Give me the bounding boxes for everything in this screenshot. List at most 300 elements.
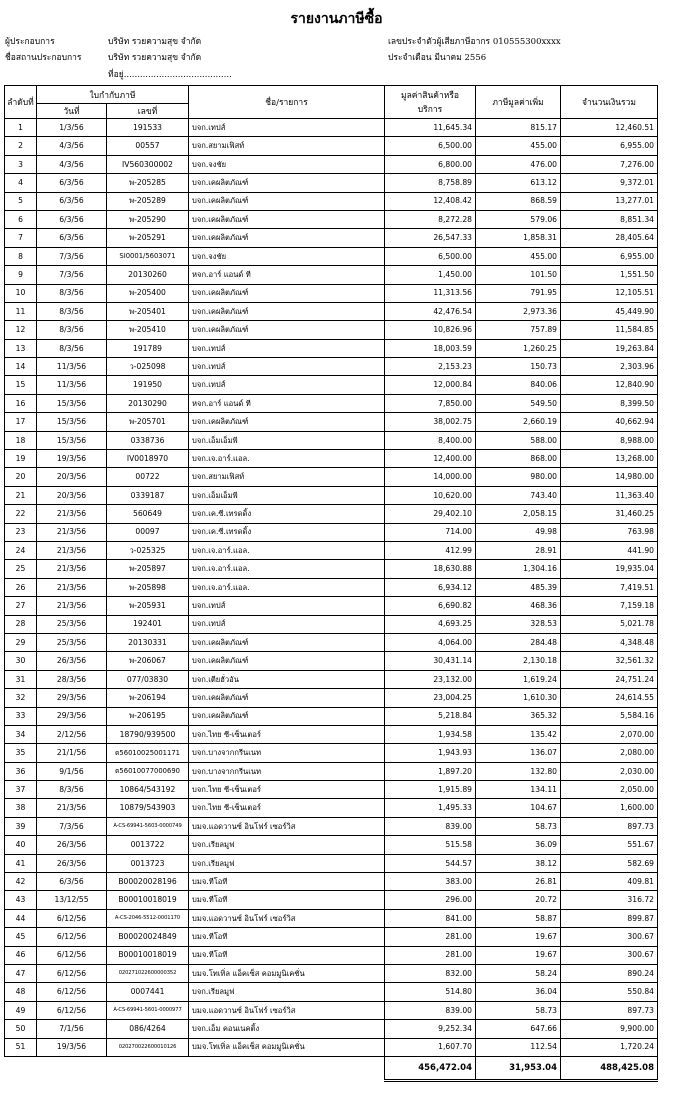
invoice-date: 9/1/56 [37,762,107,780]
invoice-number: 0007441 [107,983,189,1001]
goods-value: 839.00 [385,1001,476,1019]
invoice-date: 21/3/56 [37,541,107,559]
vat-amount: 328.53 [476,615,561,633]
invoice-date: 25/3/56 [37,615,107,633]
supplier-name: บมจ.โทเทิ่ล แอ็คเซ็ส คอมมูนิเคชั่น [189,1038,385,1056]
supplier-name: หจก.อาร์ แอนด์ ที [189,394,385,412]
goods-value: 1,897.20 [385,762,476,780]
invoice-number: 077/03830 [107,670,189,688]
invoice-number: 10864/543192 [107,781,189,799]
invoice-number: B00010018019 [107,946,189,964]
row-number: 10 [5,284,37,302]
goods-value: 296.00 [385,891,476,909]
invoice-number: 0013723 [107,854,189,872]
row-number: 6 [5,210,37,228]
report-title: รายงานภาษีซื้อ [290,11,383,27]
invoice-date: 8/3/56 [37,781,107,799]
total-amount: 890.24 [561,964,658,982]
invoice-number: พ-206067 [107,652,189,670]
invoice-number: พ-205898 [107,578,189,596]
invoice-date: 21/3/56 [37,523,107,541]
invoice-date: 6/3/56 [37,174,107,192]
table-row [5,394,658,412]
supplier-name: บมจ.แอดวานซ์ อินโฟร์ เซอร์วิส [189,909,385,927]
table-row [5,339,658,357]
invoice-number: 191950 [107,376,189,394]
invoice-date: 26/3/56 [37,854,107,872]
row-number: 40 [5,836,37,854]
row-number: 15 [5,376,37,394]
table-row [5,119,658,137]
table-row [5,266,658,284]
invoice-date: 7/1/56 [37,1020,107,1038]
invoice-date: 11/3/56 [37,358,107,376]
supplier-name: บจก.เคผลิตภัณฑ์ [189,210,385,228]
row-number: 25 [5,560,37,578]
vat-amount: 28.91 [476,541,561,559]
invoice-number: 191789 [107,339,189,357]
table-row [5,229,658,247]
supplier-name: บจก.เรียลมูฟ [189,854,385,872]
table-row [5,781,658,799]
goods-value: 6,800.00 [385,155,476,173]
table-row [5,284,658,302]
vat-amount: 1,619.24 [476,670,561,688]
table-row [5,633,658,651]
supplier-name: บจก.เทปส์ [189,376,385,394]
vat-amount: 20.72 [476,891,561,909]
vat-amount: 58.24 [476,964,561,982]
vat-amount: 2,130.18 [476,652,561,670]
row-number: 30 [5,652,37,670]
supplier-name: บมจ.ทีโอที [189,873,385,891]
supplier-name: บจก.จงชัย [189,155,385,173]
totals-spacer [5,1056,385,1080]
goods-value: 6,500.00 [385,247,476,265]
row-number: 4 [5,174,37,192]
invoice-number: 20130260 [107,266,189,284]
total-amount: 5,584.16 [561,707,658,725]
table-row [5,431,658,449]
invoice-number: พ-205291 [107,229,189,247]
goods-value: 7,850.00 [385,394,476,412]
supplier-name: บจก.เจ.อาร์.แอล. [189,450,385,468]
total-amount: 2,050.00 [561,781,658,799]
total-vat: 31,953.04 [476,1056,561,1080]
table-row [5,909,658,927]
table-row [5,523,658,541]
table-row [5,1038,658,1056]
total-value: 456,472.04 [385,1056,476,1080]
goods-value: 26,547.33 [385,229,476,247]
total-amount: 550.84 [561,983,658,1001]
vat-amount: 19.67 [476,928,561,946]
supplier-name: บจก.บางจากกรีนเนท [189,744,385,762]
invoice-date: 28/3/56 [37,670,107,688]
vat-amount: 38.12 [476,854,561,872]
total-amount: 40,662.94 [561,413,658,431]
invoice-number: พ-205289 [107,192,189,210]
supplier-name: บจก.เคผลิตภัณฑ์ [189,284,385,302]
table-row [5,689,658,707]
row-number: 3 [5,155,37,173]
table-row [5,762,658,780]
goods-value: 514.80 [385,983,476,1001]
invoice-date: 21/3/56 [37,597,107,615]
row-number: 23 [5,523,37,541]
invoice-number: A-CS-2046-5512-0001170 [107,909,189,927]
goods-value: 839.00 [385,817,476,835]
vat-amount: 579.06 [476,210,561,228]
supplier-name: บจก.เคผลิตภัณฑ์ [189,302,385,320]
invoice-number: พ-205290 [107,210,189,228]
total-amount: 24,751.24 [561,670,658,688]
goods-value: 4,064.00 [385,633,476,651]
vat-amount: 1,260.25 [476,339,561,357]
goods-value: 8,272.28 [385,210,476,228]
row-number: 33 [5,707,37,725]
row-number: 17 [5,413,37,431]
vat-amount: 36.04 [476,983,561,1001]
goods-value: 10,620.00 [385,486,476,504]
vat-amount: 743.40 [476,486,561,504]
total-amount: 7,159.18 [561,597,658,615]
invoice-number: 20130290 [107,394,189,412]
invoice-number: IV0018970 [107,450,189,468]
invoice-date: 1/3/56 [37,119,107,137]
supplier-name: บจก.เทปส์ [189,339,385,357]
total-amount: 9,900.00 [561,1020,658,1038]
goods-value: 281.00 [385,946,476,964]
total-amount: 897.73 [561,817,658,835]
table-row [5,210,658,228]
total-amount: 7,419.51 [561,578,658,596]
table-row [5,468,658,486]
vat-amount: 112.54 [476,1038,561,1056]
vat-amount: 135.42 [476,725,561,743]
row-number: 46 [5,946,37,964]
goods-value: 2,153.23 [385,358,476,376]
table-row [5,486,658,504]
row-number: 48 [5,983,37,1001]
invoice-date: 4/3/56 [37,155,107,173]
goods-value: 42,476.54 [385,302,476,320]
invoice-date: 21/1/56 [37,744,107,762]
total-amount: 551.67 [561,836,658,854]
table-row [5,891,658,909]
total-amount: 2,303.96 [561,358,658,376]
goods-value: 832.00 [385,964,476,982]
total-amount: 12,105.51 [561,284,658,302]
row-number: 42 [5,873,37,891]
supplier-name: บจก.เจ.อาร์.แอล. [189,541,385,559]
total-amount: 300.67 [561,946,658,964]
total-amount: 14,980.00 [561,468,658,486]
goods-value: 544.57 [385,854,476,872]
vat-amount: 134.11 [476,781,561,799]
tax-id-label: เลขประจำตัวผู้เสียภาษีอากร [388,37,491,47]
total-amount: 28,405.64 [561,229,658,247]
vat-amount: 2,660.19 [476,413,561,431]
invoice-number: 00097 [107,523,189,541]
invoice-number: 086/4264 [107,1020,189,1038]
vat-amount: 365.32 [476,707,561,725]
tax-id-value: 010555300xxxx [492,37,561,47]
invoice-number: 0339187 [107,486,189,504]
total-amount: 8,851.34 [561,210,658,228]
supplier-name: บจก.เทปส์ [189,597,385,615]
goods-value: 23,004.25 [385,689,476,707]
invoice-date: 15/3/56 [37,413,107,431]
header-value-line2: บริการ [417,105,443,115]
table-row [5,192,658,210]
row-number: 11 [5,302,37,320]
row-number: 35 [5,744,37,762]
row-number: 41 [5,854,37,872]
supplier-name: บมจ.ทีโอที [189,928,385,946]
row-number: 26 [5,578,37,596]
header-name: ชื่อ/รายการ [189,86,385,119]
table-row [5,836,658,854]
invoice-number: พ-205701 [107,413,189,431]
supplier-name: บจก.จงชัย [189,247,385,265]
row-number: 34 [5,725,37,743]
invoice-date: 7/3/56 [37,247,107,265]
goods-value: 23,132.00 [385,670,476,688]
supplier-name: บจก.เค.ซี.เทรดดิ้ง [189,505,385,523]
vat-amount: 19.67 [476,946,561,964]
table-row [5,597,658,615]
row-number: 47 [5,964,37,982]
goods-value: 14,000.00 [385,468,476,486]
month-value: มีนาคม 2556 [434,53,487,63]
row-number: 20 [5,468,37,486]
invoice-number: พ-206195 [107,707,189,725]
invoice-date: 8/3/56 [37,284,107,302]
header-value-line1: มูลค่าสินค้าหรือ [400,91,459,101]
vat-amount: 26.81 [476,873,561,891]
vat-amount: 150.73 [476,358,561,376]
goods-value: 1,607.70 [385,1038,476,1056]
table-row [5,247,658,265]
total-amount: 6,955.00 [561,247,658,265]
row-number: 9 [5,266,37,284]
invoice-date: 21/3/56 [37,799,107,817]
goods-value: 1,495.33 [385,799,476,817]
total-amount: 582.69 [561,854,658,872]
invoice-number: พ-205931 [107,597,189,615]
operator-value: บริษัท รวยความสุข จำกัด [108,37,202,47]
row-number: 27 [5,597,37,615]
invoice-date: 29/3/56 [37,689,107,707]
vat-amount: 58.73 [476,817,561,835]
supplier-name: บจก.เอ็มเอ็มพี [189,486,385,504]
goods-value: 6,690.82 [385,597,476,615]
invoice-number: 20130331 [107,633,189,651]
total-amount: 1,720.24 [561,1038,658,1056]
supplier-name: บจก.เคผลิตภัณฑ์ [189,707,385,725]
total-amount: 45,449.90 [561,302,658,320]
row-number: 13 [5,339,37,357]
supplier-name: บจก.ไทย ซี-เซ็นเตอร์ [189,799,385,817]
supplier-name: บจก.เทปส์ [189,119,385,137]
invoice-date: 4/3/56 [37,137,107,155]
invoice-number: ต56010025001171 [107,744,189,762]
table-row [5,873,658,891]
table-row [5,578,658,596]
total-amount: 1,551.50 [561,266,658,284]
total-amount: 441.90 [561,541,658,559]
total-amount: 9,372.01 [561,174,658,192]
table-row [5,615,658,633]
invoice-number: B00020028196 [107,873,189,891]
invoice-number: พ-205410 [107,321,189,339]
row-number: 24 [5,541,37,559]
row-number: 19 [5,450,37,468]
total-amount: 4,348.48 [561,633,658,651]
total-amount: 11,363.40 [561,486,658,504]
invoice-date: 19/3/56 [37,1038,107,1056]
invoice-date: 21/3/56 [37,578,107,596]
goods-value: 1,915.89 [385,781,476,799]
total-amount: 8,399.50 [561,394,658,412]
total-amount: 2,080.00 [561,744,658,762]
vat-amount: 476.00 [476,155,561,173]
total-amount: 6,955.00 [561,137,658,155]
row-number: 37 [5,781,37,799]
supplier-name: บจก.เคผลิตภัณฑ์ [189,413,385,431]
invoice-date: 6/3/56 [37,192,107,210]
vat-amount: 2,058.15 [476,505,561,523]
goods-value: 38,002.75 [385,413,476,431]
table-row [5,964,658,982]
total-amount: 13,268.00 [561,450,658,468]
supplier-name: หจก.อาร์ แอนด์ ที [189,266,385,284]
row-number: 32 [5,689,37,707]
vat-amount: 1,304.16 [476,560,561,578]
table-row [5,946,658,964]
invoice-number: 020270022600010126 [107,1038,189,1056]
invoice-number: 192401 [107,615,189,633]
header-total: จำนวนเงินรวม [561,86,658,119]
supplier-name: บจก.เจ.อาร์.แอล. [189,578,385,596]
vat-amount: 791.95 [476,284,561,302]
row-number: 7 [5,229,37,247]
table-row [5,854,658,872]
vat-amount: 815.17 [476,119,561,137]
goods-value: 12,000.84 [385,376,476,394]
supplier-name: บจก.เจ.อาร์.แอล. [189,560,385,578]
row-number: 2 [5,137,37,155]
vat-amount: 49.98 [476,523,561,541]
supplier-name: บมจ.โทเทิ่ล แอ็คเซ็ส คอมมูนิเคชั่น [189,964,385,982]
total-amount: 1,600.00 [561,799,658,817]
goods-value: 5,218.84 [385,707,476,725]
supplier-name: บจก.เอ็ม คอนเนคติ้ง [189,1020,385,1038]
invoice-date: 6/3/56 [37,873,107,891]
goods-value: 383.00 [385,873,476,891]
row-number: 12 [5,321,37,339]
totals-row [5,1056,658,1080]
goods-value: 11,645.34 [385,119,476,137]
invoice-date: 6/3/56 [37,210,107,228]
row-number: 22 [5,505,37,523]
table-row [5,1001,658,1019]
total-amount: 24,614.55 [561,689,658,707]
vat-amount: 284.48 [476,633,561,651]
goods-value: 1,943.93 [385,744,476,762]
goods-value: 11,313.56 [385,284,476,302]
invoice-number: พ-205400 [107,284,189,302]
total-amount: 5,021.78 [561,615,658,633]
total-amount: 13,277.01 [561,192,658,210]
table-row [5,725,658,743]
goods-value: 9,252.34 [385,1020,476,1038]
table-row [5,505,658,523]
row-number: 36 [5,762,37,780]
invoice-date: 11/3/56 [37,376,107,394]
row-number: 38 [5,799,37,817]
table-row [5,376,658,394]
invoice-date: 21/3/56 [37,505,107,523]
table-row [5,137,658,155]
header-number: เลขที่ [107,104,189,119]
invoice-number: พ-205285 [107,174,189,192]
supplier-name: บมจ.แอดวานซ์ อินโฟร์ เซอร์วิส [189,817,385,835]
row-number: 21 [5,486,37,504]
table-row [5,652,658,670]
row-number: 18 [5,431,37,449]
invoice-number: 0338736 [107,431,189,449]
vat-amount: 58.87 [476,909,561,927]
vat-amount: 647.66 [476,1020,561,1038]
invoice-date: 6/12/56 [37,1001,107,1019]
goods-value: 18,630.88 [385,560,476,578]
table-row [5,560,658,578]
invoice-number: B00020024849 [107,928,189,946]
vat-amount: 868.00 [476,450,561,468]
goods-value: 1,934.58 [385,725,476,743]
invoice-number: พ-205401 [107,302,189,320]
total-amount: 2,030.00 [561,762,658,780]
goods-value: 12,408.42 [385,192,476,210]
total-amount: 316.72 [561,891,658,909]
supplier-name: บจก.เตียฮั่วอัน [189,670,385,688]
vat-amount: 2,973.36 [476,302,561,320]
total-amount: 12,840.90 [561,376,658,394]
goods-value: 281.00 [385,928,476,946]
supplier-name: บจก.เคผลิตภัณฑ์ [189,652,385,670]
purchase-tax-table [4,85,658,1082]
supplier-name: บจก.เทปส์ [189,358,385,376]
total-amount: 300.67 [561,928,658,946]
invoice-number: A-CS-69941-5603-0000749 [107,817,189,835]
table-row [5,817,658,835]
total-amount: 7,276.00 [561,155,658,173]
report-month [388,50,486,64]
table-row [5,1020,658,1038]
supplier-name: บจก.เรียลมูฟ [189,983,385,1001]
vat-amount: 1,858.31 [476,229,561,247]
vat-amount: 588.00 [476,431,561,449]
vat-amount: 757.89 [476,321,561,339]
invoice-date: 6/12/56 [37,983,107,1001]
establishment-value: บริษัท รวยความสุข จำกัด [108,53,202,63]
goods-value: 8,758.89 [385,174,476,192]
vat-amount: 101.50 [476,266,561,284]
goods-value: 30,431.14 [385,652,476,670]
vat-amount: 136.07 [476,744,561,762]
